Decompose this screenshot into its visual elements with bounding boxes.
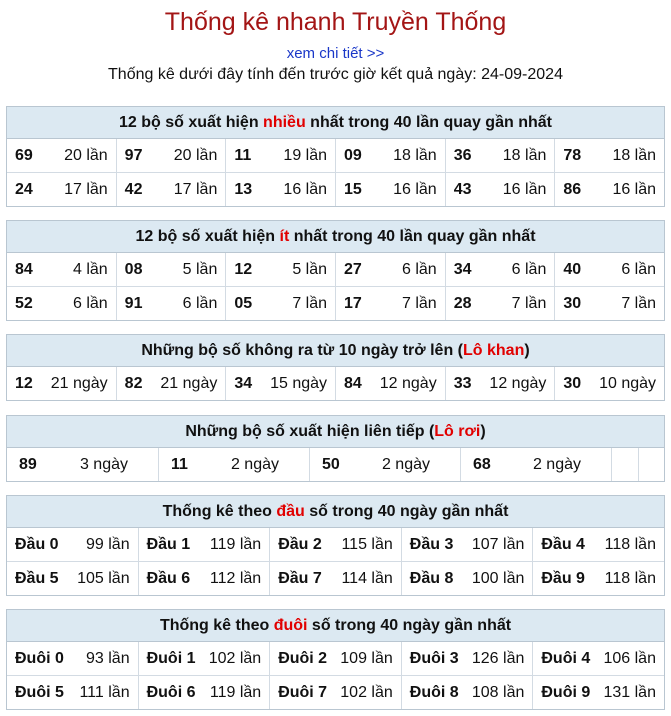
page-header [0,0,671,85]
stat-cell: 86 16 lần [554,173,664,206]
stat-cell: 84 4 lần [15,260,108,278]
dau-panel [6,495,665,596]
stat-cell: Đuôi 7 102 lần [269,676,401,709]
stat-cell: 43 16 lần [445,173,555,206]
stat-cell: 52 6 lần [15,294,108,312]
table-row [7,367,664,400]
lo-khan-heading: Những bộ số không ra từ 10 ngày trở lên (Lô khan) [7,335,664,367]
empty-cell [611,448,638,481]
stat-cell: Đuôi 6 119 lần [138,676,270,709]
stat-cell: 24 17 lần [15,180,108,198]
duoi-panel [6,609,665,710]
least-frequent-heading: 12 bộ số xuất hiện ít nhất trong 40 lần quay gần nhất [7,221,664,253]
stat-cell: 69 20 lần [15,146,108,164]
lo-roi-panel [6,415,665,482]
table-row [7,286,664,320]
stat-cell: 97 20 lần [116,139,226,172]
table-row [7,448,664,481]
stat-cell: 40 6 lần [554,253,664,286]
least-frequent-panel [6,220,665,321]
stat-cell: 15 16 lần [335,173,445,206]
stat-cell: Đầu 7 114 lần [269,562,401,595]
stat-cell: Đầu 6 112 lần [138,562,270,595]
stat-cell: 05 7 lần [225,287,335,320]
stat-cell: 30 10 ngày [554,367,664,400]
stat-cell: 84 12 ngày [335,367,445,400]
table-row [7,139,664,172]
page-title: Thống kê nhanh Truyền Thống [164,8,507,36]
stat-cell: Đầu 4 118 lần [532,528,664,561]
stat-cell: Đuôi 3 126 lần [401,642,533,675]
stat-cell: 68 2 ngày [460,448,611,481]
stat-cell: 09 18 lần [335,139,445,172]
stat-cell: 12 21 ngày [15,374,108,392]
stat-cell: Đầu 1 119 lần [138,528,270,561]
stat-cell: 27 6 lần [335,253,445,286]
stat-cell: Đuôi 2 109 lần [269,642,401,675]
stat-cell: Đuôi 0 93 lần [15,649,130,667]
most-frequent-panel [6,106,665,207]
stat-cell: 82 21 ngày [116,367,226,400]
table-row [7,561,664,595]
page-subtitle: Thống kê dưới đây tính đến trước giờ kết quả ngày: 24-09-2024 [108,66,563,83]
most-frequent-heading: 12 bộ số xuất hiện nhiều nhất trong 40 lần quay gần nhất [7,107,664,139]
table-row [7,172,664,206]
dau-heading: Thống kê theo đầu số trong 40 ngày gần nhất [7,496,664,528]
lo-khan-panel [6,334,665,401]
stat-cell: Đầu 2 115 lần [269,528,401,561]
stat-cell: 11 19 lần [225,139,335,172]
stat-cell: 50 2 ngày [309,448,460,481]
stat-cell: Đuôi 9 131 lần [532,676,664,709]
empty-cell [638,448,664,481]
table-row [7,528,664,561]
stat-cell: Đầu 5 105 lần [15,569,130,587]
stat-cell: 42 17 lần [116,173,226,206]
stat-cell: Đầu 0 99 lần [15,535,130,553]
table-row [7,642,664,675]
stat-cell: 89 3 ngày [19,455,128,473]
stat-cell: 28 7 lần [445,287,555,320]
view-details-link[interactable]: xem chi tiết >> [286,45,385,62]
stat-cell: Đuôi 8 108 lần [401,676,533,709]
stat-cell: Đầu 3 107 lần [401,528,533,561]
stat-cell: 12 5 lần [225,253,335,286]
stat-cell: Đuôi 4 106 lần [532,642,664,675]
stat-cell: Đuôi 1 102 lần [138,642,270,675]
table-row [7,675,664,709]
stat-cell: 17 7 lần [335,287,445,320]
stat-cell: 13 16 lần [225,173,335,206]
stat-cell: 78 18 lần [554,139,664,172]
stat-cell: Đầu 9 118 lần [532,562,664,595]
stat-cell: 08 5 lần [116,253,226,286]
stat-cell: Đầu 8 100 lần [401,562,533,595]
stat-cell: Đuôi 5 111 lần [15,683,130,701]
stat-cell: 33 12 ngày [445,367,555,400]
duoi-heading: Thống kê theo đuôi số trong 40 ngày gần nhất [7,610,664,642]
stat-cell: 34 15 ngày [225,367,335,400]
stat-cell: 36 18 lần [445,139,555,172]
stat-cell: 30 7 lần [554,287,664,320]
lo-roi-heading: Những bộ số xuất hiện liên tiếp (Lô rơi) [7,416,664,448]
table-row [7,253,664,286]
stat-cell: 34 6 lần [445,253,555,286]
stat-cell: 11 2 ngày [158,448,309,481]
stat-cell: 91 6 lần [116,287,226,320]
